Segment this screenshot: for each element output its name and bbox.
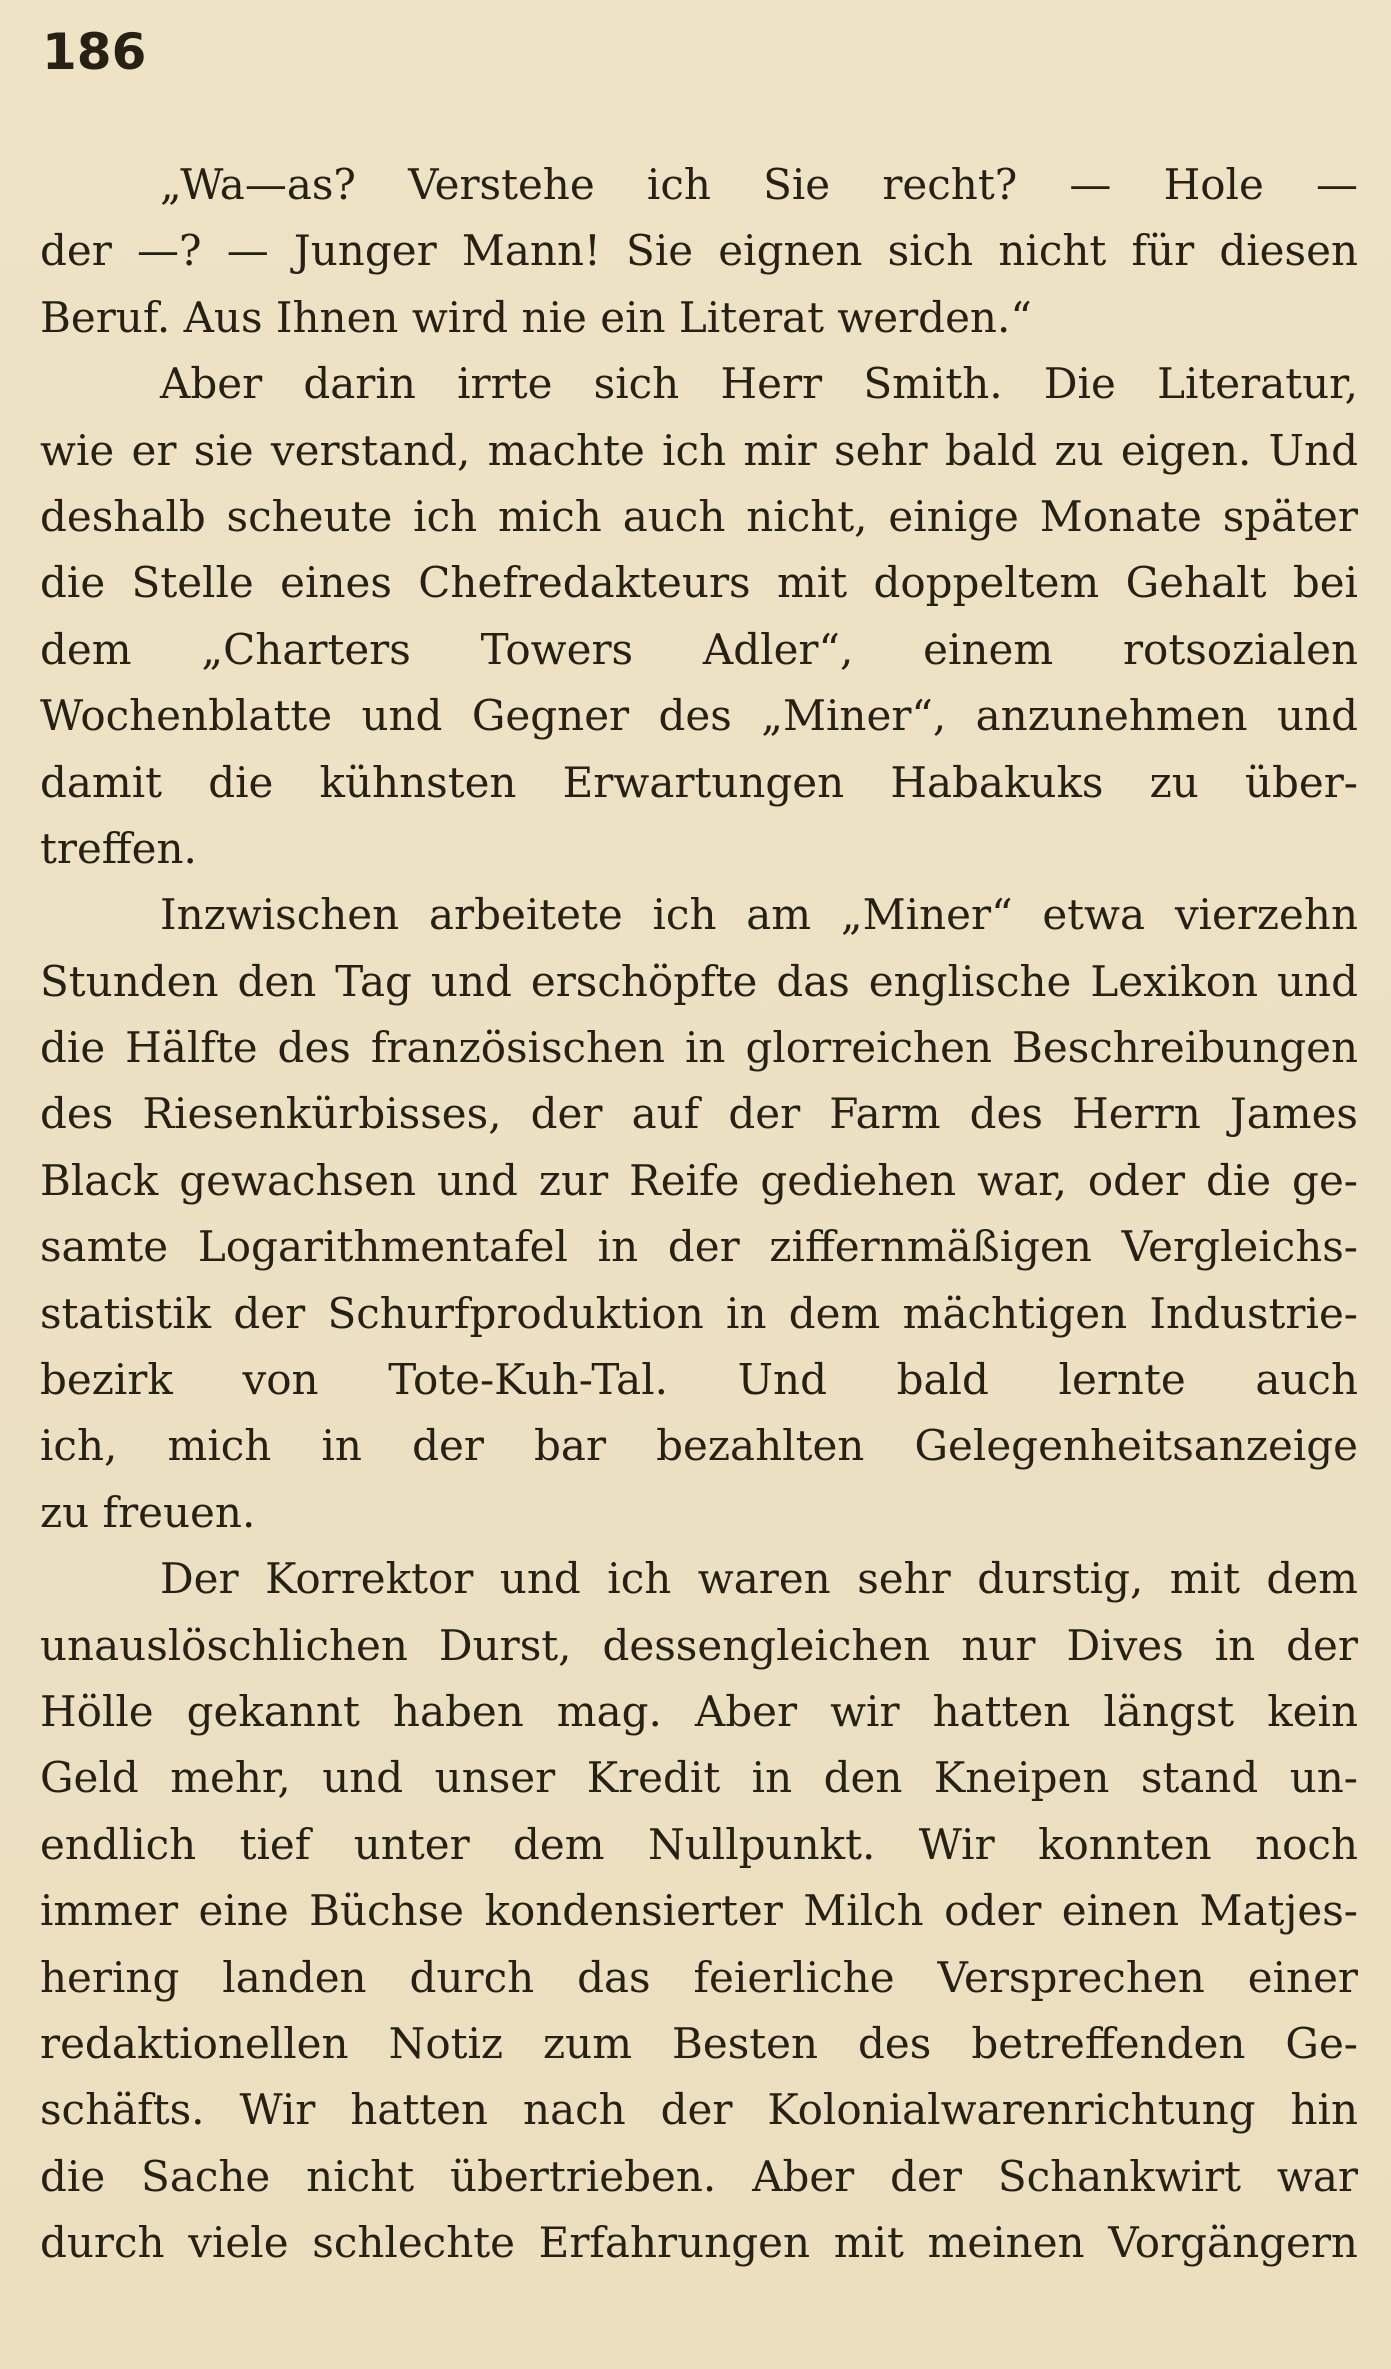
text-line: endlich tief unter dem Nullpunkt. Wir konnten noch [40,1819,1358,1869]
text-line: Beruf. Aus Ihnen wird nie ein Literat werden.“ [40,292,1032,342]
text-line: Der Korrektor und ich waren sehr durstig, mit dem [160,1554,1358,1604]
text-line: ich, mich in der bar bezahlten Gelegenheitsanzeige [40,1421,1358,1471]
text-line: Aber darin irrte sich Herr Smith. Die Literatur, [160,359,1358,409]
text-line: statistik der Schurfproduktion in dem mächtigen Industrie- [40,1288,1358,1338]
page-number: 186 [42,23,147,81]
text-line: Inzwischen arbeitete ich am „Miner“ etwa vierzehn [160,890,1358,940]
text-line: zu freuen. [40,1487,256,1537]
body-text [40,152,1358,2277]
text-line: Hölle gekannt haben mag. Aber wir hatten längst kein [40,1686,1358,1736]
text-line: Stunden den Tag und erschöpfte das englische Lexikon und [40,956,1358,1006]
text-line: der —? — Junger Mann! Sie eignen sich nicht für diesen [40,226,1358,276]
text-line: dem „Charters Towers Adler“, einem rotsozialen [40,624,1358,674]
text-line: „Wa—as? Verstehe ich Sie recht? — Hole — [160,160,1358,209]
text-line: deshalb scheute ich mich auch nicht, einige Monate später [40,491,1358,541]
text-line: wie er sie verstand, machte ich mir sehr bald zu eigen. Und [40,425,1358,475]
text-line: Geld mehr, und unser Kredit in den Kneipen stand un- [40,1753,1358,1803]
text-line: Wochenblatte und Gegner des „Miner“, anzunehmen und [40,691,1358,741]
text-line: treffen. [40,823,197,873]
text-line: schäfts. Wir hatten nach der Kolonialwarenrichtung hin [40,2085,1358,2135]
text-line: die Stelle eines Chefredakteurs mit doppeltem Gehalt bei [40,558,1358,608]
text-line: die Sache nicht übertrieben. Aber der Schankwirt war [40,2151,1358,2201]
text-line: bezirk von Tote-Kuh-Tal. Und bald lernte auch [40,1355,1358,1405]
text-line: redaktionellen Notiz zum Besten des betreffenden Ge- [40,2018,1358,2068]
text-line: des Riesenkürbisses, der auf der Farm des Herrn James [40,1089,1358,1139]
text-line: Black gewachsen und zur Reife gediehen war, oder die ge- [40,1155,1358,1205]
text-line: immer eine Büchse kondensierter Milch oder einen Matjes- [40,1886,1358,1936]
text-line: unauslöschlichen Durst, dessengleichen nur Dives in der [40,1620,1358,1670]
text-line: samte Logarithmentafel in der ziffernmäßigen Vergleichs- [40,1222,1358,1272]
text-line: damit die kühnsten Erwartungen Habakuks zu über- [40,757,1358,807]
text-line: hering landen durch das feierliche Versprechen einer [40,1952,1358,2002]
text-line: durch viele schlechte Erfahrungen mit meinen Vorgängern [40,2218,1358,2268]
text-line: die Hälfte des französischen in glorreichen Beschreibungen [40,1023,1358,1073]
